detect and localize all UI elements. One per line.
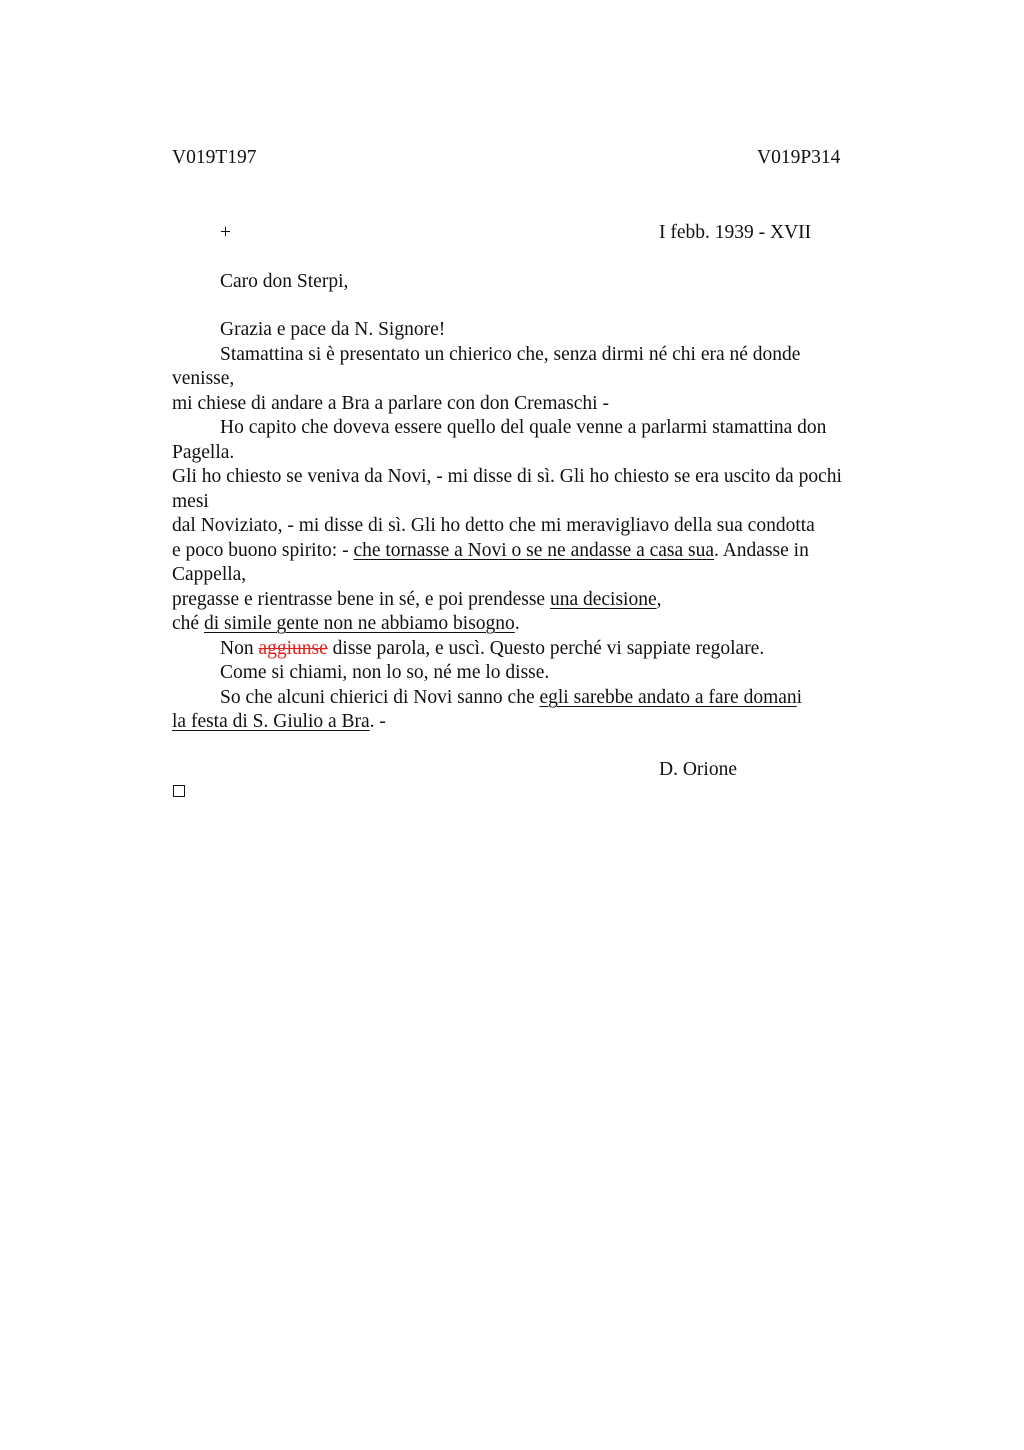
greeting-line: Grazia e pace da N. Signore!: [220, 319, 446, 340]
body-line: [172, 612, 520, 636]
body-text: pregasse e rientrasse bene in sé, e poi prendesse: [172, 589, 550, 610]
body-line: venisse,: [172, 368, 235, 389]
underlined-text: che tornasse a Novi o se ne andasse a casa sua: [353, 540, 715, 561]
end-marker-box: [173, 785, 185, 797]
body-text: ,: [656, 589, 662, 610]
body-line: [220, 686, 802, 710]
salutation: Caro don Sterpi,: [220, 271, 349, 292]
volume-code-right: V019P314: [757, 147, 841, 168]
volume-code-left: V019T197: [172, 147, 257, 168]
body-line: [172, 539, 809, 563]
body-line: [172, 588, 661, 612]
underlined-text: una decisione: [549, 589, 657, 610]
body-line: [172, 710, 386, 734]
body-line: Pagella.: [172, 442, 235, 463]
body-text: So che alcuni chierici di Novi sanno che: [220, 687, 540, 708]
body-line: mi chiese di andare a Bra a parlare con don Cremaschi -: [172, 393, 609, 414]
body-line: Stamattina si è presentato un chierico che, senza dirmi né chi era né donde: [220, 344, 801, 365]
body-line: Come si chiami, non lo so, né me lo disse.: [220, 662, 550, 683]
body-line: Gli ho chiesto se veniva da Novi, - mi disse di sì. Gli ho chiesto se era uscito da pochi: [172, 466, 842, 487]
body-line: Cappella,: [172, 564, 247, 585]
underlined-text: di simile gente non ne abbiamo bisogno: [203, 613, 515, 634]
body-line: mesi: [172, 491, 209, 512]
struck-out-text: aggiunse: [258, 638, 328, 659]
signature: D. Orione: [659, 759, 737, 780]
body-text: .: [514, 613, 520, 634]
body-line: Ho capito che doveva essere quello del quale venne a parlarmi stamattina don: [220, 417, 827, 438]
body-text: . Andasse in: [714, 540, 809, 561]
underlined-text: la festa di S. Giulio a Bra: [172, 711, 370, 732]
body-text: i: [796, 687, 803, 708]
body-line: [220, 637, 764, 661]
body-text: ché: [172, 613, 204, 634]
body-text: . -: [369, 711, 386, 732]
letter-date: I febb. 1939 - XVII: [659, 222, 812, 243]
cross-symbol: +: [220, 222, 231, 243]
underlined-text: egli sarebbe andato a fare doman: [539, 687, 797, 708]
body-text: e poco buono spirito: -: [172, 540, 354, 561]
body-text: Non: [220, 638, 259, 659]
body-text: disse parola, e uscì. Questo perché vi sappiate regolare.: [327, 638, 765, 659]
body-line: dal Noviziato, - mi disse di sì. Gli ho detto che mi meravigliavo della sua condotta: [172, 515, 815, 536]
